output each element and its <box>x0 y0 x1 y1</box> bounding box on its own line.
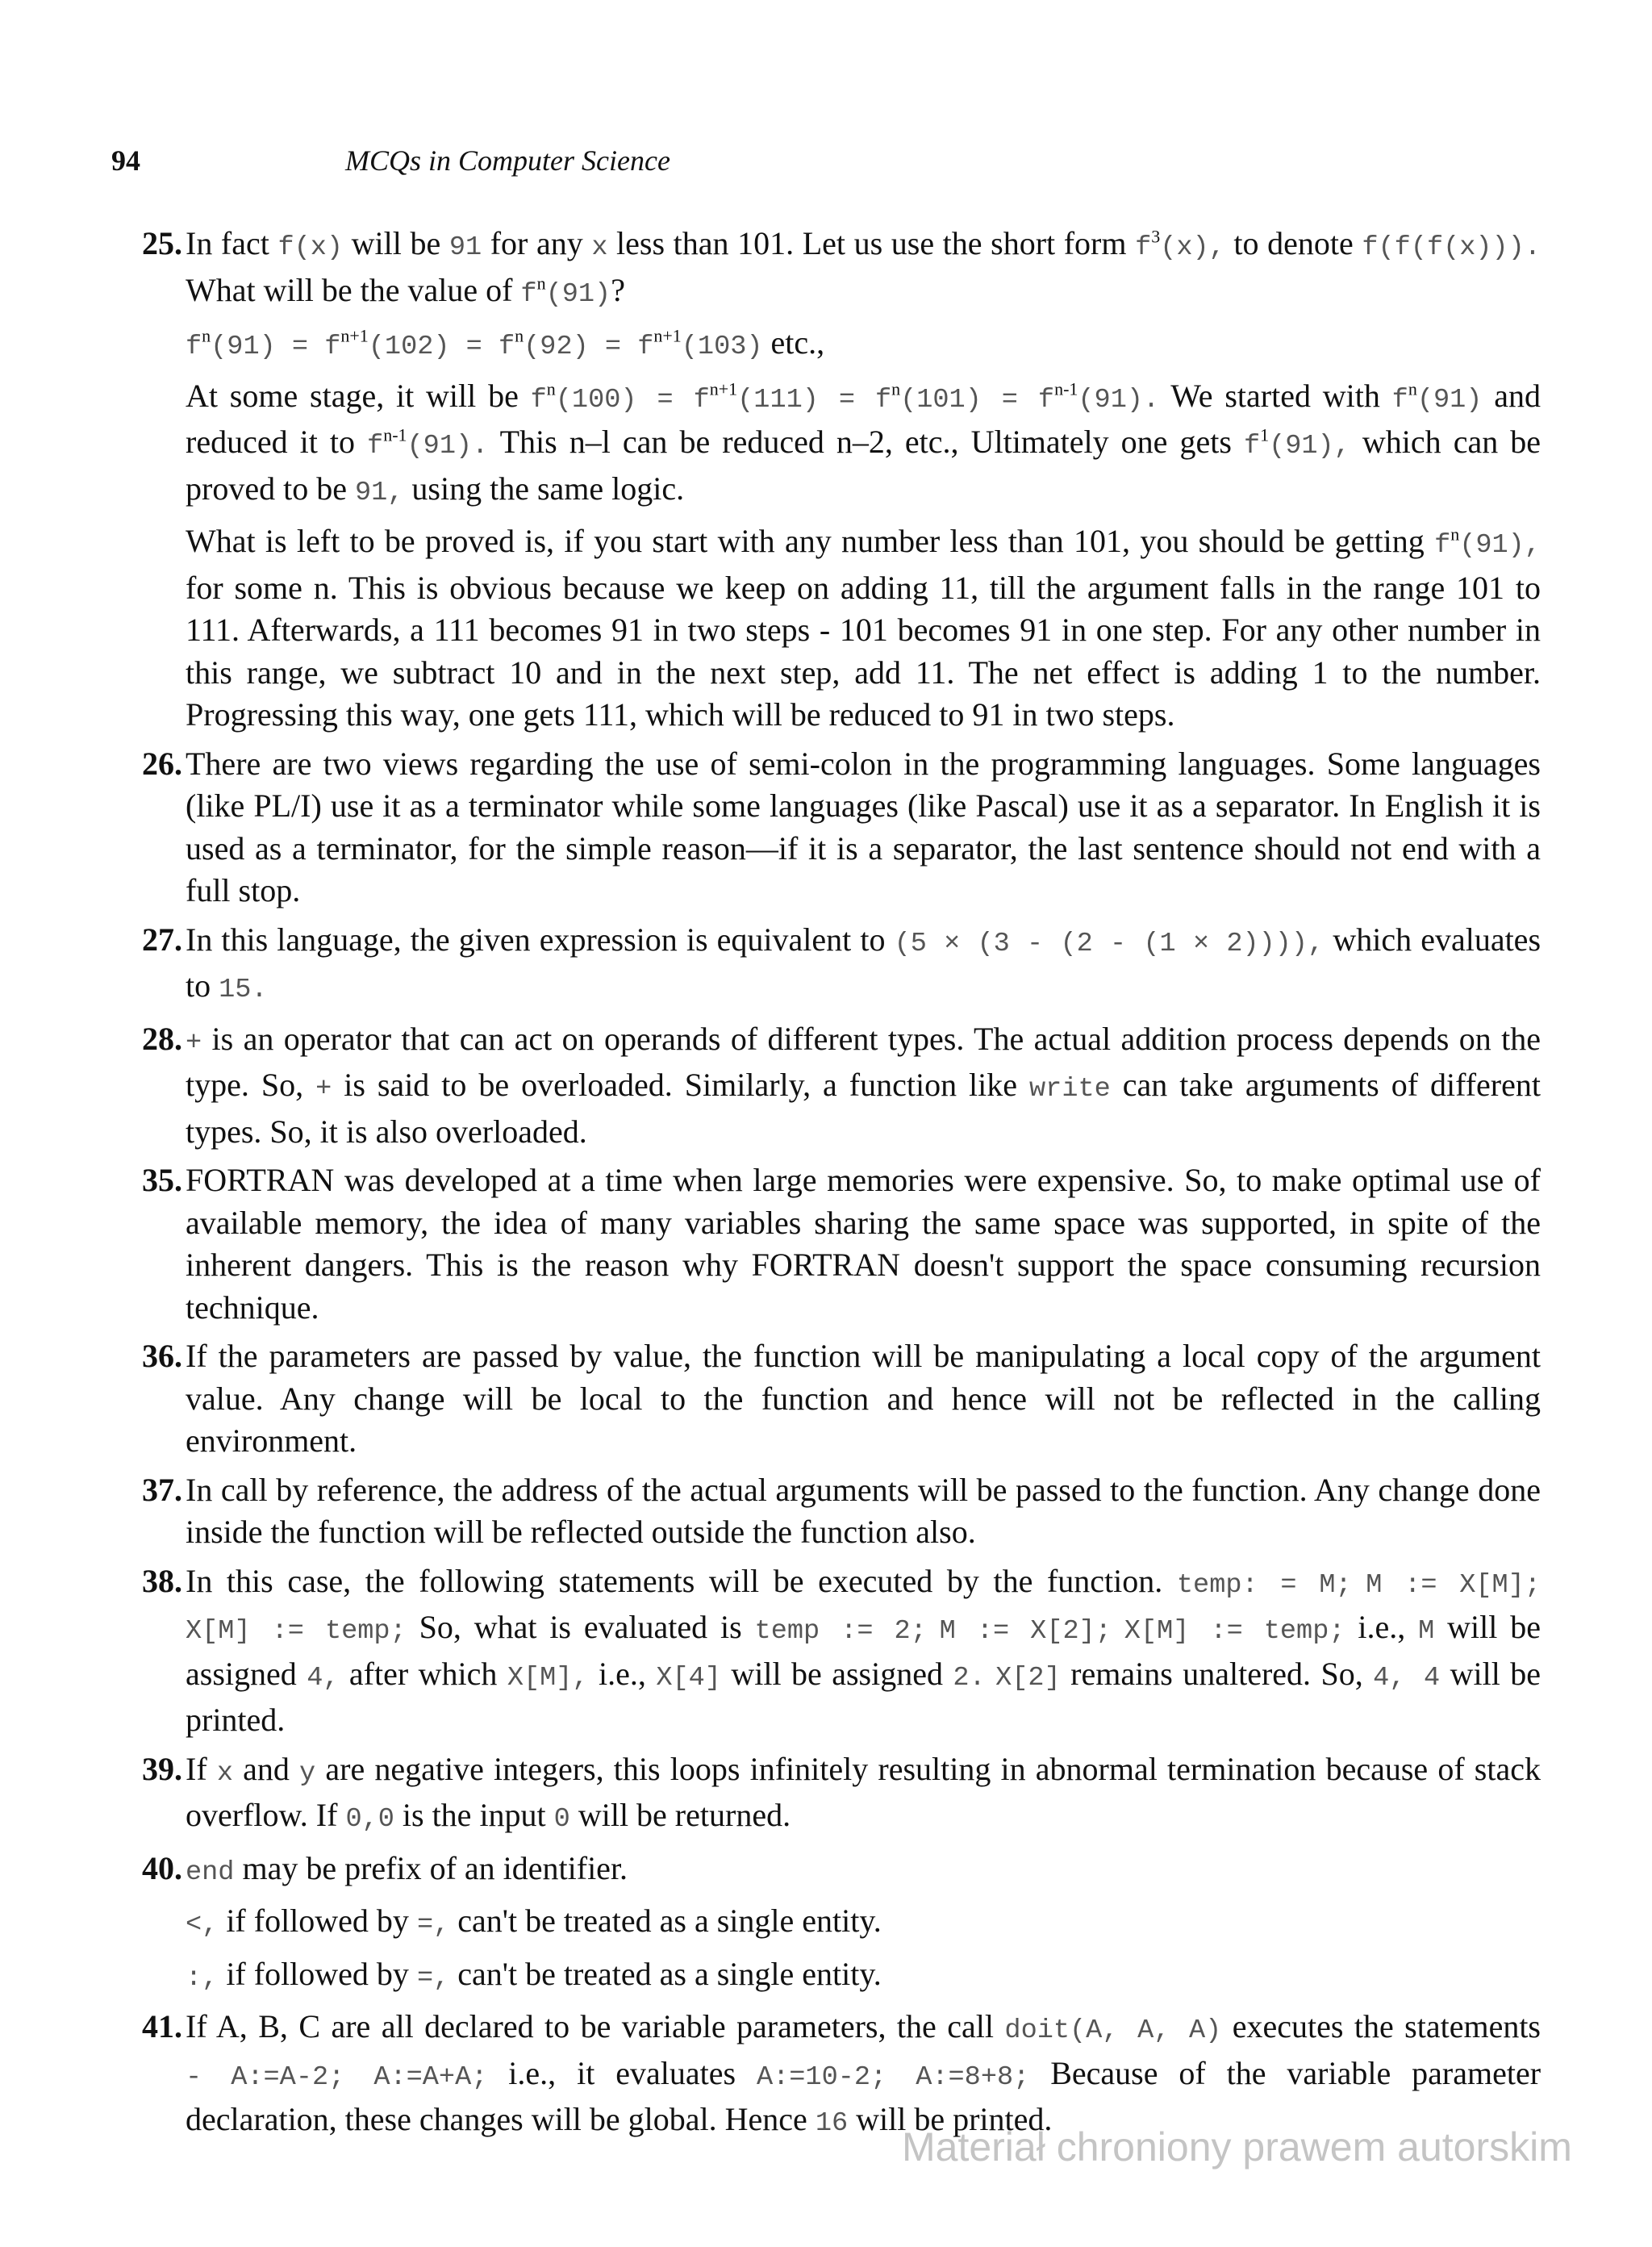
answer-paragraph <box>186 322 1541 369</box>
page-header <box>111 144 1563 192</box>
copyright-watermark: Materiał chroniony prawem autorskim <box>902 2124 1572 2170</box>
code-fragment: X[M] := temp; <box>1124 1616 1345 1647</box>
code-fragment: (91) <box>545 278 611 310</box>
code-fragment: write <box>1029 1074 1111 1105</box>
answer-paragraph <box>186 1848 1541 1894</box>
answer-paragraph <box>186 1748 1541 1841</box>
code-fragment: 4, <box>307 1662 340 1694</box>
code-fragment: f(x) <box>277 232 344 263</box>
text-run: What is left to be proved is, if you start with any number less than 101, you should be getting <box>186 523 1435 559</box>
code-fragment: <, <box>186 1910 219 1940</box>
text-run: i.e., <box>1345 1609 1419 1645</box>
code-fragment: f <box>1434 530 1451 561</box>
text-run: At some stage, it will be <box>186 377 531 414</box>
text-run: This n–l can be reduced n–2, etc., Ultimately one gets <box>488 424 1244 460</box>
text-run: will be assigned <box>720 1655 953 1692</box>
code-fragment: f <box>1135 232 1152 263</box>
answer-paragraph <box>186 1018 1541 1154</box>
text-run: will be returned. <box>569 1797 791 1833</box>
text-run <box>1112 1609 1124 1645</box>
code-fragment: 15. <box>219 975 268 1005</box>
answer-number: 26. <box>142 745 182 782</box>
text-run: executes the statements <box>1221 2008 1541 2044</box>
text-run: may be prefix of an identifier. <box>234 1849 628 1886</box>
text-run: What will be the value of <box>186 271 521 308</box>
code-fragment: doit(A, A, A) <box>1004 2015 1222 2046</box>
text-run: if followed by <box>218 1902 417 1939</box>
text-run: i.e., it evaluates <box>487 2054 757 2091</box>
text-run: to denote <box>1224 225 1362 261</box>
code-fragment: M := X[M]; <box>1366 1569 1541 1601</box>
superscript: n <box>1450 524 1460 545</box>
code-fragment: 4, 4 <box>1373 1662 1441 1694</box>
text-run: for some n. This is obvious because we keep on adding 11, till the argument falls in the range 101 to 111. Afterwards, a 111 becomes 91 in two steps - 101 becomes 91 in one step. For any other number in this range, we subtract 10 and in the next step, add 11. The net effect is adding 1 to the number. Progressing this way, one gets 111, which will be reduced to 91 in two steps. <box>186 569 1541 733</box>
code-fragment: 91 <box>448 232 482 263</box>
text-run: There are two views regarding the use of semi-colon in the programming languages. Some languages (like PL/I) use it as a terminator while some languages (like Pascal) use it as a separator. In English it is used as a terminator, for the simple reason—if it is a separator, the last sentence should not end with a full stop. <box>186 745 1541 908</box>
code-fragment: (x), <box>1160 232 1225 263</box>
text-run: In call by reference, the address of the actual arguments will be passed to the function. Any change done inside the function will be reflected outside the function also. <box>186 1471 1541 1550</box>
code-fragment: M <box>1418 1616 1435 1647</box>
answer-item <box>111 1018 1541 1154</box>
answer-paragraph <box>186 919 1541 1012</box>
answer-number: 36. <box>142 1338 182 1374</box>
text-run: can take arguments of different types. So, it is also overloaded. <box>186 1067 1541 1150</box>
code-fragment: + <box>186 1027 202 1059</box>
code-fragment: f <box>530 384 547 416</box>
text-run: In this language, the given expression is equivalent to <box>186 921 895 958</box>
text-run: If A, B, C are all declared to be variable parameters, the call <box>186 2008 1005 2044</box>
code-fragment: f <box>1243 431 1261 462</box>
answer-item <box>111 743 1541 913</box>
answer-paragraph <box>186 1335 1541 1463</box>
code-fragment: y <box>299 1757 316 1789</box>
code-fragment: (101) = f <box>900 384 1055 416</box>
answer-item <box>111 1469 1541 1554</box>
superscript: n+1 <box>653 325 682 346</box>
code-fragment: (91) = f <box>211 332 341 362</box>
answer-number: 39. <box>142 1750 182 1787</box>
text-run: is said to be overloaded. Similarly, a function like <box>332 1067 1030 1103</box>
text-run: So, what is evaluated is <box>406 1609 755 1645</box>
superscript: 1 <box>1260 424 1270 445</box>
code-fragment: (102) = f <box>368 332 515 362</box>
text-run: if followed by <box>218 1955 417 1992</box>
answer-item <box>111 1335 1541 1463</box>
text-run: is an operator that can act on operands of different types. The actual addition process depends on the type. So, <box>186 1020 1541 1103</box>
answer-number: 27. <box>142 921 182 958</box>
superscript: n+1 <box>340 325 369 346</box>
superscript: n <box>202 325 211 346</box>
text-run: can't be treated as a single entity. <box>449 1902 882 1939</box>
text-run: i.e., <box>588 1655 657 1692</box>
answer-item <box>111 1159 1541 1329</box>
text-run: which can be proved to be <box>186 424 1541 507</box>
answer-item <box>111 1560 1541 1742</box>
answer-number: 35. <box>142 1162 182 1198</box>
code-fragment: (91), <box>1459 530 1541 561</box>
code-fragment: 2. <box>953 1662 986 1694</box>
text-run: will be assigned <box>186 1609 1541 1692</box>
superscript: n <box>1408 378 1417 399</box>
text-run <box>1352 1563 1366 1599</box>
code-fragment: 0,0 <box>345 1804 394 1835</box>
text-run: will be <box>343 225 449 261</box>
text-run: can't be treated as a single entity. <box>449 1955 882 1992</box>
running-title: MCQs in Computer Science <box>345 144 670 177</box>
answers-list <box>111 223 1541 2152</box>
answer-number: 37. <box>142 1471 182 1508</box>
text-run: In fact <box>186 225 278 261</box>
text-run: We started with <box>1159 377 1392 414</box>
code-fragment: end <box>186 1856 235 1888</box>
text-run: If the parameters are passed by value, the function will be manipulating a local copy of the argument value. Any change will be local to the function and hence will not be reflected in the calling environment. <box>186 1338 1541 1459</box>
text-run: which evaluates to <box>186 921 1541 1004</box>
code-fragment: (111) = f <box>737 384 892 416</box>
answer-paragraph <box>186 743 1541 913</box>
code-fragment: (92) = f <box>524 332 654 362</box>
text-run: ? <box>611 271 625 308</box>
code-fragment: f <box>520 278 537 310</box>
code-fragment: =, <box>416 1962 450 1994</box>
code-fragment: A:=10-2; A:=8+8; <box>756 2061 1030 2093</box>
text-run: less than 101. Let us use the short form <box>607 225 1136 261</box>
code-fragment: (5 × (3 - (2 - (1 × 2)))), <box>894 928 1325 959</box>
answer-paragraph <box>186 375 1541 515</box>
answer-number: 38. <box>142 1562 182 1599</box>
text-run: In this case, the following statements will be executed by the function. <box>186 1562 1177 1599</box>
text-run: and reduced it to <box>186 377 1541 460</box>
answer-paragraph <box>186 520 1541 737</box>
code-fragment: (103) <box>681 332 763 362</box>
code-fragment: M := X[2]; <box>939 1616 1112 1647</box>
code-fragment: 91, <box>354 477 404 508</box>
code-fragment: (91) <box>1416 384 1483 416</box>
superscript: n-1 <box>1054 378 1078 399</box>
text-run: If <box>186 1750 217 1787</box>
answer-paragraph <box>186 1159 1541 1329</box>
code-fragment: X[2] <box>995 1662 1061 1694</box>
answer-item <box>111 1748 1541 1841</box>
text-run: FORTRAN was developed at a time when large memories were expensive. So, to make optimal use of available memory, the idea of many variables sharing the same space was supported, in spite of the inherent dangers. This is the reason why FORTRAN doesn't support the space consuming recursion technique. <box>186 1162 1541 1326</box>
text-run: Because of the variable parameter declaration, these changes will be global. Hence <box>186 2054 1541 2137</box>
answer-number: 40. <box>142 1849 182 1886</box>
superscript: n <box>536 273 546 294</box>
answer-paragraph <box>186 1900 1541 1947</box>
superscript: n <box>891 378 901 399</box>
text-run: for any <box>482 225 592 261</box>
code-fragment: - A:=A-2; A:=A+A; <box>186 2061 488 2093</box>
code-fragment: f <box>367 431 384 462</box>
answer-item <box>111 1848 1541 2000</box>
code-fragment: + <box>315 1074 332 1105</box>
answer-item <box>111 919 1541 1012</box>
code-fragment: (100) = f <box>555 384 710 416</box>
text-run: etc., <box>762 324 825 361</box>
superscript: n <box>546 378 556 399</box>
code-fragment: temp := 2; <box>754 1616 927 1647</box>
answer-paragraph <box>186 1953 1541 2000</box>
text-run: are negative integers, this loops infinitely resulting in abnormal termination because of stack overflow. If <box>186 1750 1541 1833</box>
answer-number: 25. <box>142 225 182 261</box>
code-fragment: x <box>216 1757 233 1789</box>
text-run: and <box>232 1750 300 1787</box>
answer-number: 41. <box>142 2008 182 2044</box>
answer-number: 28. <box>142 1020 182 1057</box>
code-fragment: :, <box>186 1962 219 1994</box>
code-fragment: (91). <box>407 431 489 462</box>
code-fragment: temp: = M; <box>1176 1569 1352 1601</box>
code-fragment: X[M] := temp; <box>186 1616 407 1647</box>
text-run: is the input <box>394 1797 554 1833</box>
code-fragment: f <box>1391 384 1408 416</box>
code-fragment: (91). <box>1078 384 1160 416</box>
code-fragment: (91), <box>1269 431 1350 462</box>
text-run: after which <box>339 1655 507 1692</box>
text-run <box>986 1656 995 1692</box>
superscript: n <box>515 325 524 346</box>
superscript: n+1 <box>709 378 738 399</box>
answer-paragraph <box>186 1560 1541 1742</box>
code-fragment: f(f(f(x))). <box>1362 232 1541 263</box>
code-fragment: 16 <box>815 2108 849 2139</box>
code-fragment: =, <box>416 1910 450 1940</box>
page-number: 94 <box>111 144 140 177</box>
code-fragment: f <box>186 332 202 362</box>
code-fragment: X[M], <box>507 1662 589 1694</box>
answer-paragraph <box>186 223 1541 315</box>
text-run <box>927 1609 940 1645</box>
code-fragment: x <box>591 232 608 263</box>
code-fragment: X[4] <box>656 1662 721 1694</box>
superscript: n-1 <box>383 424 407 445</box>
superscript: 3 <box>1151 226 1161 247</box>
code-fragment: 0 <box>553 1804 570 1835</box>
text-run: will be printed. <box>848 2101 1053 2137</box>
text-run: will be printed. <box>186 1655 1541 1738</box>
text-run: using the same logic. <box>403 470 685 507</box>
answer-paragraph <box>186 1469 1541 1554</box>
answer-item <box>111 223 1541 737</box>
text-run: remains unaltered. So, <box>1060 1655 1374 1692</box>
